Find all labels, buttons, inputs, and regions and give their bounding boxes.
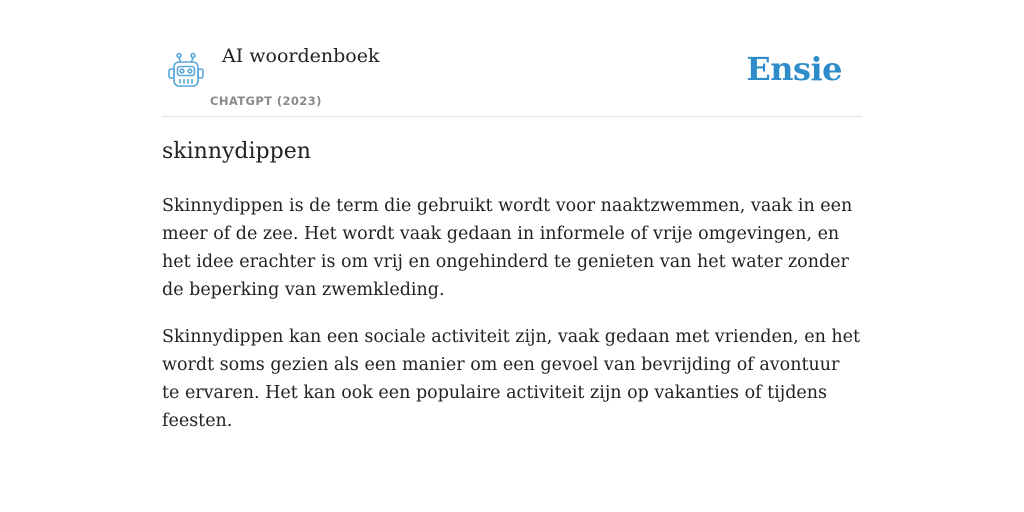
dictionary-title[interactable]: AI woordenboek (222, 45, 380, 67)
definition-paragraph-2: Skinnydippen kan een sociale activiteit zijn, vaak gedaan met vrienden, en het wordt soms gezien als een manier om een gevoel van bevrijding of avontuur te ervaren. Het kan ook een populaire activiteit zijn op vakanties of tijdens feesten. (162, 327, 861, 431)
source-label: CHATGPT (2023) (210, 94, 322, 108)
entry-term: skinnydippen (162, 139, 311, 164)
dictionary-header (162, 0, 862, 117)
ensie-logo[interactable]: Ensie (746, 50, 842, 88)
robot-icon (166, 52, 206, 90)
definition-paragraph-1: Skinnydippen is de term die gebruikt wordt voor naaktzwemmen, vaak in een meer of de zee. Het wordt vaak gedaan in informele of vrije omgevingen, en het idee erachter is om vrij en ongehinderd te genieten van het water zonder de beperking van zwemkleding. (162, 196, 853, 300)
entry-definition (162, 192, 862, 454)
